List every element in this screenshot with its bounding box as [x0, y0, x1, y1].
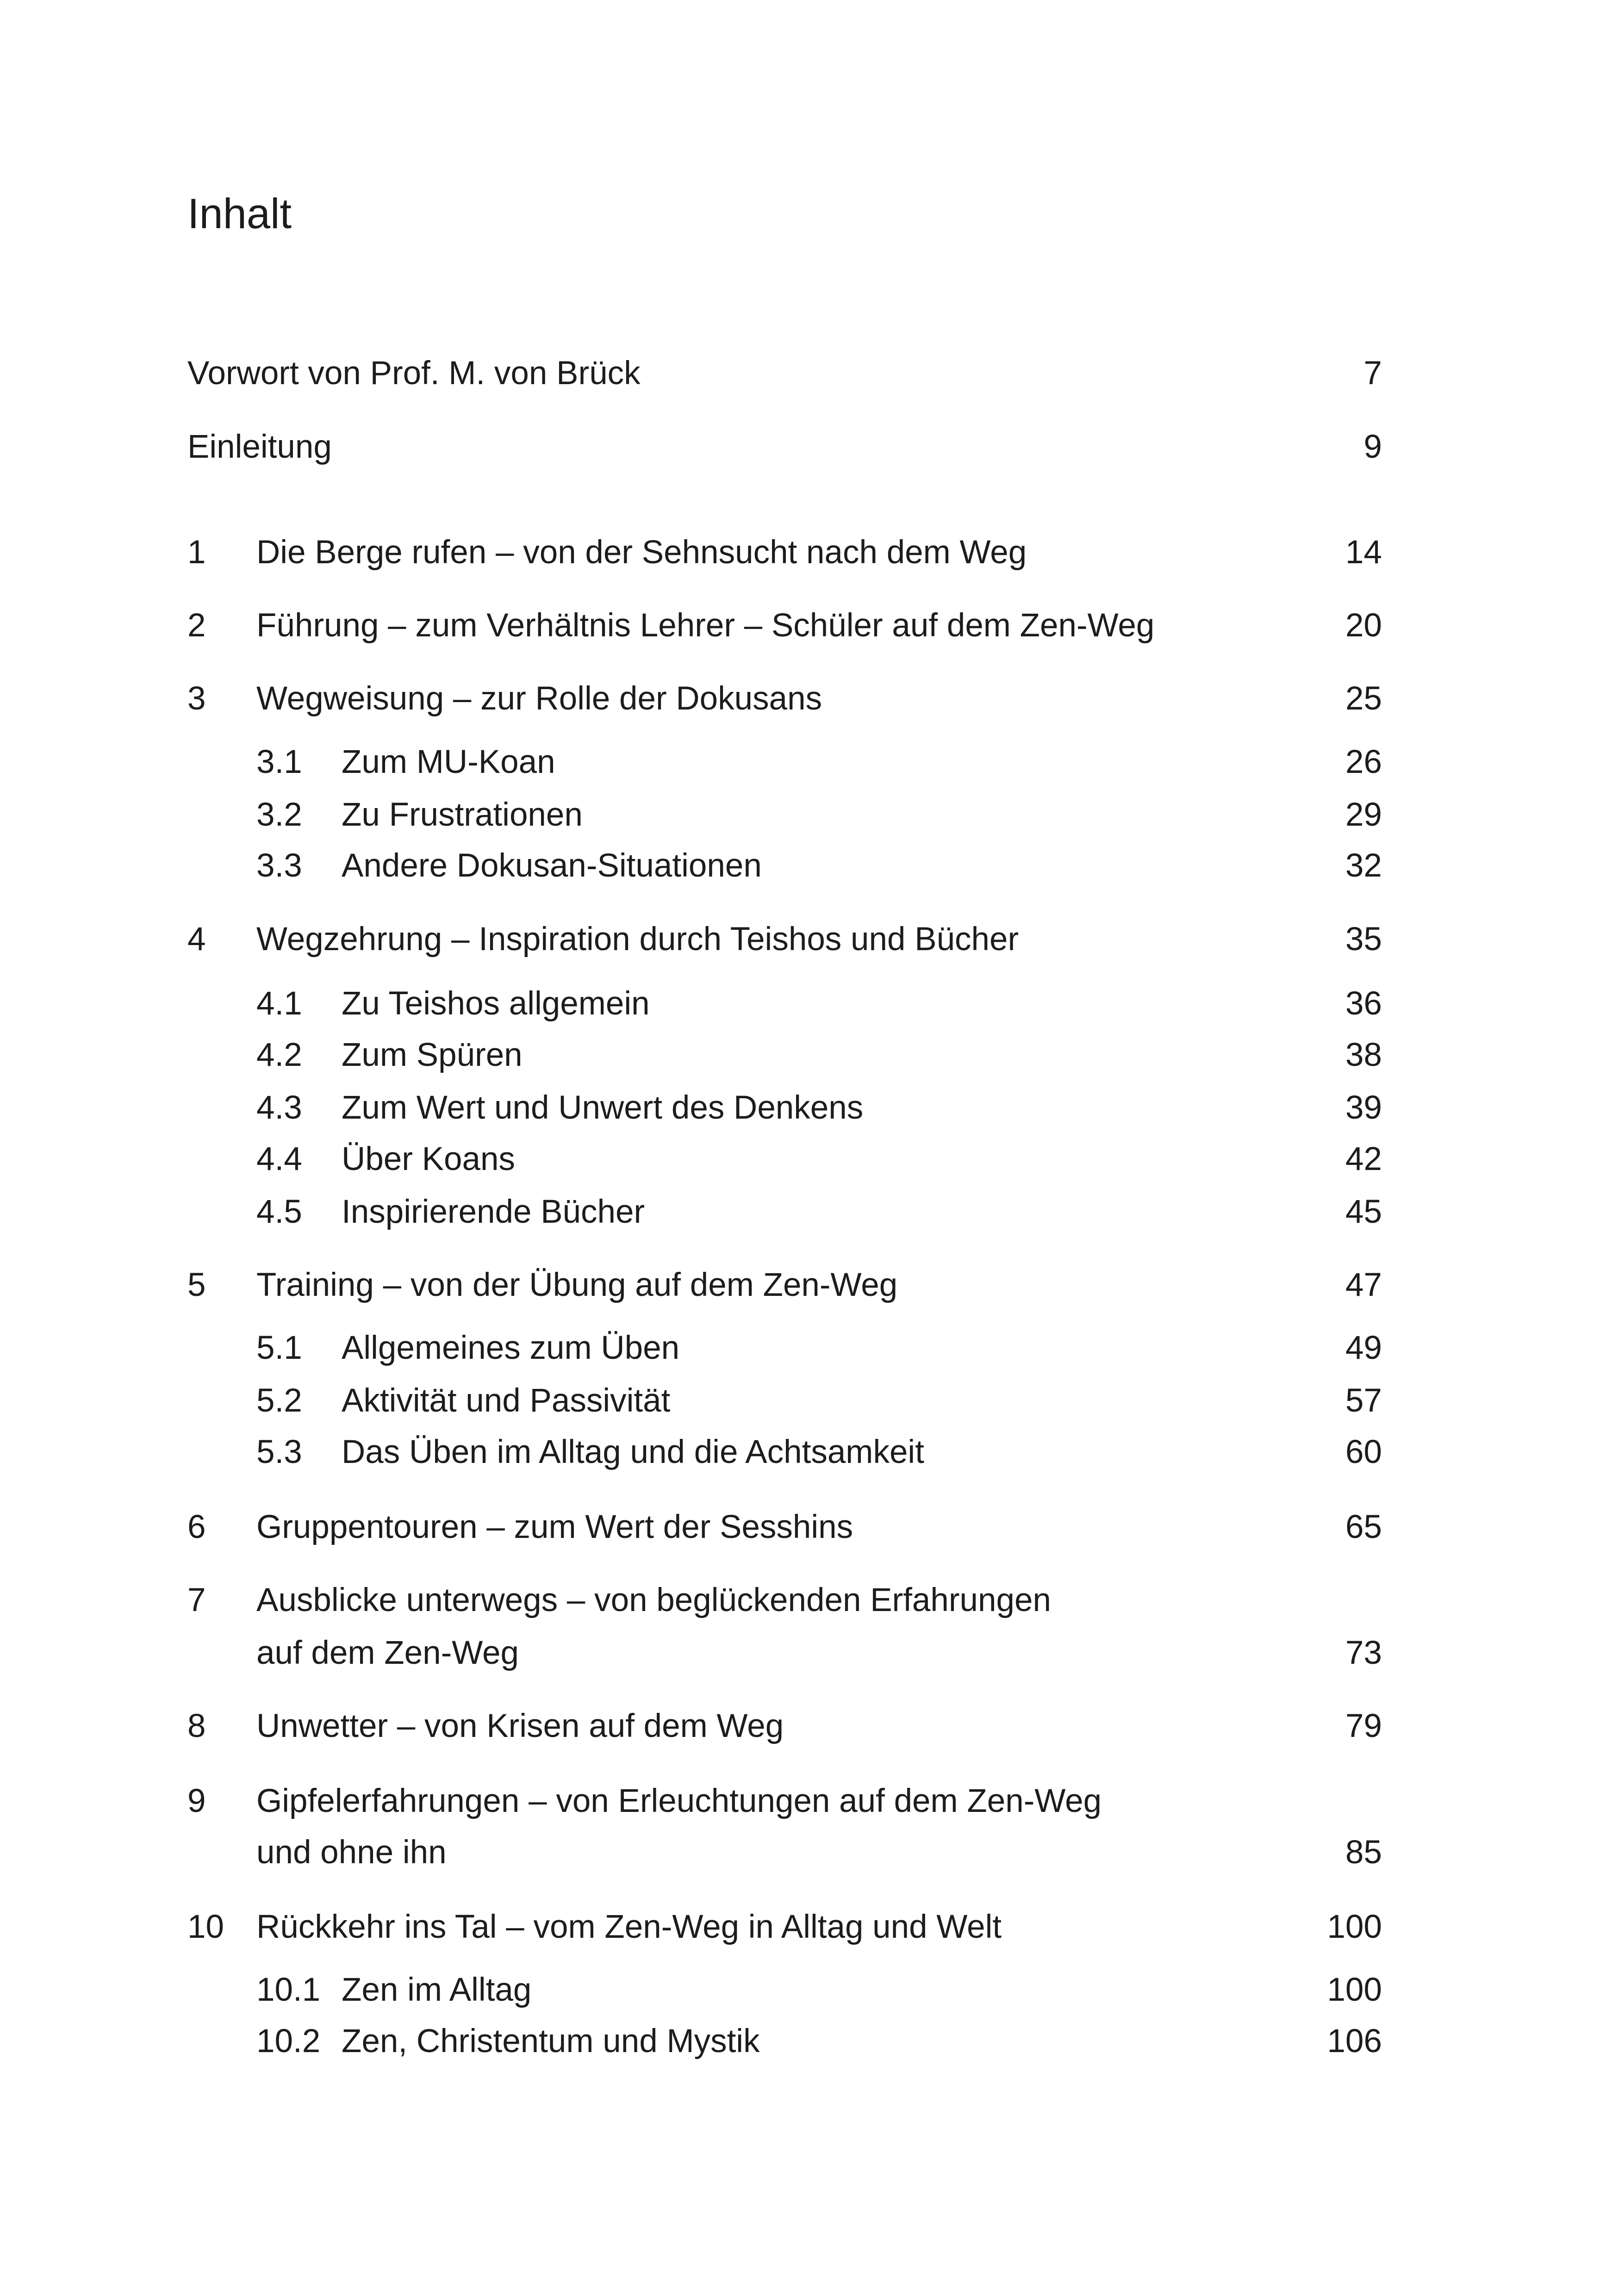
- page-number: 79: [1345, 1708, 1382, 1744]
- chapter-title: Wegweisung – zur Rolle der Dokusans: [256, 680, 822, 717]
- chapter-number: 1: [187, 534, 206, 571]
- page-number: 45: [1345, 1194, 1382, 1230]
- toc-section-3-1: [0, 739, 1618, 785]
- page-number: 49: [1345, 1330, 1382, 1366]
- page-number: 42: [1345, 1141, 1382, 1177]
- toc-section-3-2: [0, 792, 1618, 838]
- page-number: 7: [1363, 355, 1382, 392]
- page-number: 32: [1345, 847, 1382, 884]
- section-number: 4.4: [256, 1141, 302, 1177]
- chapter-number: 9: [187, 1783, 206, 1819]
- toc-chapter-7: [0, 1577, 1618, 1624]
- section-number: 10.1: [256, 1972, 321, 2008]
- entry-title: Einleitung: [187, 429, 332, 465]
- chapter-number: 8: [187, 1708, 206, 1744]
- chapter-title: Training – von der Übung auf dem Zen-Weg: [256, 1267, 898, 1303]
- page-number: 85: [1345, 1834, 1382, 1871]
- chapter-title: Rückkehr ins Tal – vom Zen-Weg in Alltag und Welt: [256, 1909, 1002, 1945]
- section-title: Zum Wert und Unwert des Denkens: [342, 1089, 864, 1126]
- chapter-number: 6: [187, 1509, 206, 1545]
- section-title: Allgemeines zum Üben: [342, 1330, 680, 1366]
- section-title: Zu Teishos allgemein: [342, 985, 650, 1022]
- chapter-number: 10: [187, 1909, 224, 1945]
- page-number: 20: [1345, 607, 1382, 644]
- toc-section-4-5: [0, 1189, 1618, 1235]
- chapter-number: 4: [187, 921, 206, 958]
- section-number: 4.1: [256, 985, 302, 1022]
- toc-entry-einleitung: [0, 424, 1618, 470]
- toc-chapter-9: [0, 1778, 1618, 1824]
- toc-section-3-3: [0, 843, 1618, 889]
- toc-section-5-1: [0, 1325, 1618, 1371]
- toc-section-4-3: [0, 1085, 1618, 1131]
- section-title: Zen, Christentum und Mystik: [342, 2023, 760, 2060]
- section-number: 4.5: [256, 1194, 302, 1230]
- toc-section-10-1: [0, 1967, 1618, 2013]
- section-title: Andere Dokusan-Situationen: [342, 847, 762, 884]
- page-number: 65: [1345, 1509, 1382, 1545]
- section-number: 3.3: [256, 847, 302, 884]
- chapter-title: Unwetter – von Krisen auf dem Weg: [256, 1708, 784, 1744]
- page-number: 39: [1345, 1089, 1382, 1126]
- section-title: Zum MU-Koan: [342, 744, 555, 780]
- toc-chapter-1: [0, 529, 1618, 576]
- toc-chapter-6: [0, 1504, 1618, 1550]
- section-title: Über Koans: [342, 1141, 515, 1177]
- section-number: 4.3: [256, 1089, 302, 1126]
- page-number: 26: [1345, 744, 1382, 780]
- chapter-title: Führung – zum Verhältnis Lehrer – Schüler auf dem Zen-Weg: [256, 607, 1155, 644]
- toc-chapter-2: [0, 603, 1618, 649]
- chapter-title-line-1: Ausblicke unterwegs – von beglückenden Erfahrungen: [256, 1582, 1051, 1618]
- chapter-number: 7: [187, 1582, 206, 1618]
- toc-chapter-10: [0, 1904, 1618, 1950]
- section-title: Zum Spüren: [342, 1037, 523, 1073]
- page-number: 73: [1345, 1635, 1382, 1671]
- toc-chapter-9-continued: [0, 1829, 1618, 1876]
- toc-chapter-7-continued: [0, 1630, 1618, 1676]
- section-number: 3.2: [256, 796, 302, 833]
- toc-section-5-3: [0, 1429, 1618, 1475]
- section-title: Inspirierende Bücher: [342, 1194, 645, 1230]
- section-number: 4.2: [256, 1037, 302, 1073]
- chapter-title: Die Berge rufen – von der Sehnsucht nach dem Weg: [256, 534, 1027, 571]
- entry-title: Vorwort von Prof. M. von Brück: [187, 355, 641, 392]
- toc-section-5-2: [0, 1378, 1618, 1424]
- section-title: Zen im Alltag: [342, 1972, 532, 2008]
- chapter-title-line-2: und ohne ihn: [256, 1834, 447, 1871]
- page-number: 100: [1327, 1909, 1382, 1945]
- page-number: 106: [1327, 2023, 1382, 2060]
- section-number: 5.1: [256, 1330, 302, 1366]
- toc-section-10-2: [0, 2018, 1618, 2065]
- page-number: 14: [1345, 534, 1382, 571]
- section-number: 5.2: [256, 1382, 302, 1419]
- chapter-title-line-1: Gipfelerfahrungen – von Erleuchtungen auf dem Zen-Weg: [256, 1783, 1102, 1819]
- toc-section-4-4: [0, 1136, 1618, 1182]
- page-title: Inhalt: [187, 190, 292, 237]
- page-number: 9: [1363, 429, 1382, 465]
- section-title: Zu Frustrationen: [342, 796, 583, 833]
- chapter-title-line-2: auf dem Zen-Weg: [256, 1635, 519, 1671]
- toc-chapter-8: [0, 1703, 1618, 1749]
- page-number: 38: [1345, 1037, 1382, 1073]
- page-number: 35: [1345, 921, 1382, 958]
- page-number: 57: [1345, 1382, 1382, 1419]
- section-title: Das Üben im Alltag und die Achtsamkeit: [342, 1434, 924, 1470]
- toc-entry-vorwort: [0, 350, 1618, 397]
- section-title: Aktivität und Passivität: [342, 1382, 671, 1419]
- page-number: 60: [1345, 1434, 1382, 1470]
- chapter-number: 2: [187, 607, 206, 644]
- toc-section-4-2: [0, 1032, 1618, 1078]
- toc-section-4-1: [0, 981, 1618, 1027]
- page-number: 29: [1345, 796, 1382, 833]
- toc-chapter-4: [0, 916, 1618, 963]
- chapter-number: 3: [187, 680, 206, 717]
- page-number: 47: [1345, 1267, 1382, 1303]
- page-number: 100: [1327, 1972, 1382, 2008]
- chapter-title: Wegzehrung – Inspiration durch Teishos und Bücher: [256, 921, 1019, 958]
- section-number: 3.1: [256, 744, 302, 780]
- section-number: 10.2: [256, 2023, 321, 2060]
- chapter-title: Gruppentouren – zum Wert der Sesshins: [256, 1509, 853, 1545]
- page-number: 25: [1345, 680, 1382, 717]
- page-number: 36: [1345, 985, 1382, 1022]
- toc-chapter-5: [0, 1262, 1618, 1308]
- chapter-number: 5: [187, 1267, 206, 1303]
- toc-chapter-3: [0, 676, 1618, 722]
- section-number: 5.3: [256, 1434, 302, 1470]
